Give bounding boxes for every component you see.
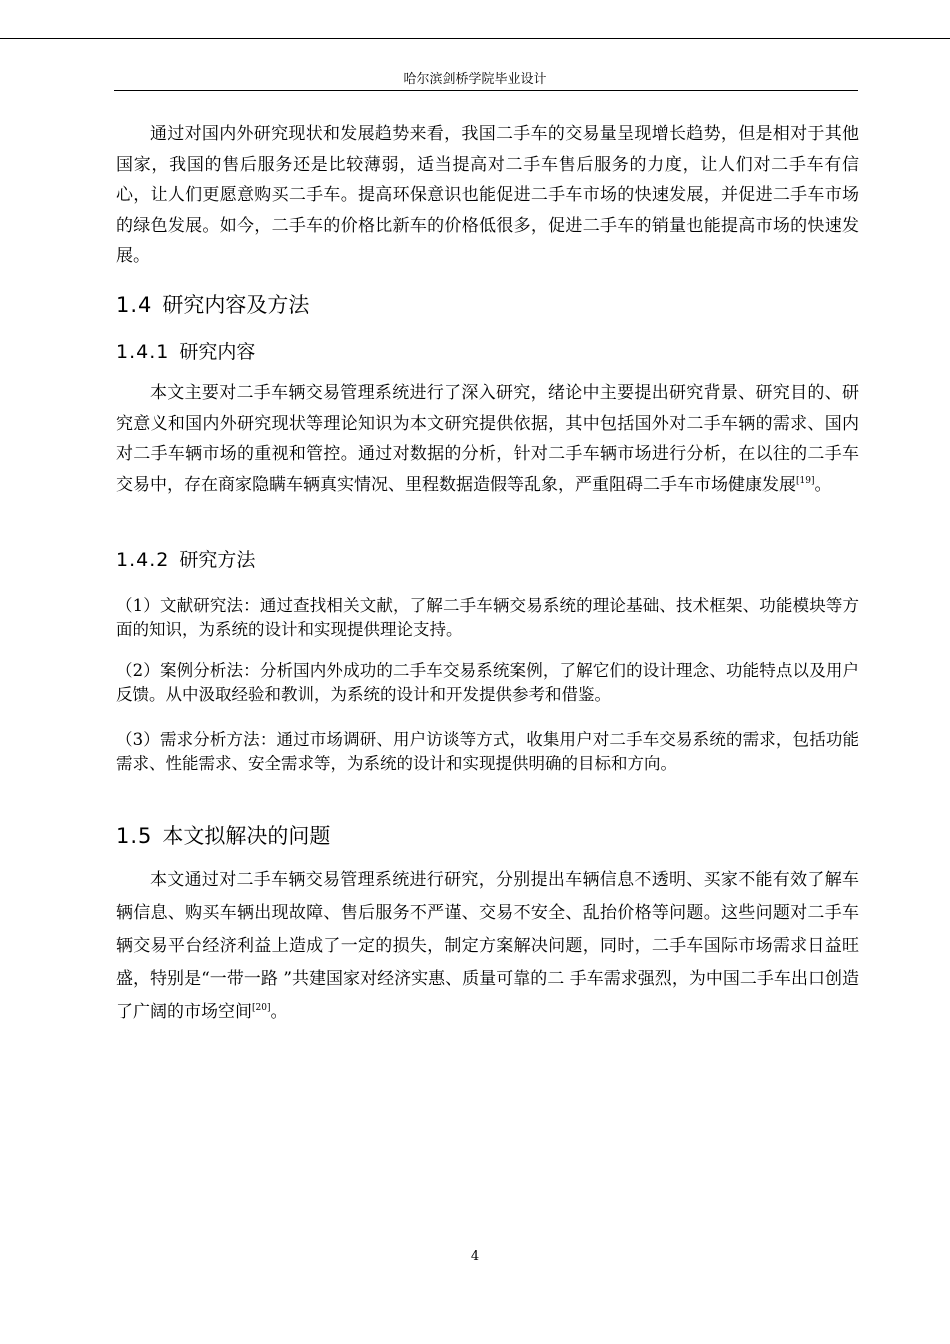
heading-number: 1.4 (116, 293, 153, 317)
heading-title: 本文拟解决的问题 (162, 824, 331, 848)
method-item-2: （2）案例分析法：分析国内外成功的二手车交易系统案例，了解它们的设计理念、功能特点以及用户反馈。从中汲取经验和教训，为系统的设计和开发提供参考和借鉴。 (116, 661, 859, 704)
heading-section-1-4-1 (116, 340, 255, 364)
citation-20: [20] (252, 1003, 271, 1013)
paragraph-ending: 。 (814, 474, 832, 495)
heading-title: 研究内容 (179, 341, 256, 363)
heading-section-1-4 (116, 292, 309, 318)
paragraph-ending: 。 (270, 1002, 288, 1022)
method-item-3: （3）需求分析方法：通过市场调研、用户访谈等方式，收集用户对二手车交易系统的需求，包括功能需求、性能需求、安全需求等，为系统的设计和实现提供明确的目标和方向。 (116, 730, 859, 773)
top-border-line (0, 38, 950, 39)
header-underline (114, 90, 858, 91)
problems-paragraph (116, 864, 859, 1029)
heading-section-1-5 (116, 823, 330, 849)
heading-number: 1.5 (116, 824, 153, 848)
method-item-1: （1）文献研究法：通过查找相关文献，了解二手车辆交易系统的理论基础、技术框架、功能模块等方面的知识，为系统的设计和实现提供理论支持。 (116, 596, 859, 639)
paragraph-text: 本文通过对二手车辆交易管理系统进行研究，分别提出车辆信息不透明、买家不能有效了解车辆信息、购买车辆出现故障、售后服务不严谨、交易不安全、乱抬价格等问题。这些问题对二手车辆交易平台经济利益上造成了一定的损失，制定方案解决问题，同时，二手车国际市场需求日益旺盛，特别是“一带一路 ”共建国家对经济实惠、质量可靠的二 手车需求强烈，为中国二手车出口创造了广阔的市场空间 (116, 870, 859, 1022)
heading-title: 研究内容及方法 (162, 293, 310, 317)
heading-title: 研究方法 (179, 549, 256, 571)
page-number: 4 (470, 1249, 480, 1264)
running-header-title: 哈尔滨剑桥学院毕业设计 (403, 72, 547, 87)
citation-19: [19] (796, 475, 815, 486)
heading-number: 1.4.1 (116, 341, 170, 363)
intro-paragraph: 通过对国内外研究现状和发展趋势来看，我国二手车的交易量呈现增长趋势，但是相对于其他国家，我国的售后服务还是比较薄弱，适当提高对二手车售后服务的力度，让人们对二手车有信心，让人们更愿意购买二手车。提高环保意识也能促进二手车市场的快速发展，并促进二手车市场的绿色发展。如今，二手车的价格比新车的价格低很多，促进二手车的销量也能提高市场的快速发展。 (116, 124, 859, 266)
paragraph-text: 本文主要对二手车辆交易管理系统进行了深入研究，绪论中主要提出研究背景、研究目的、研究意义和国内外研究现状等理论知识为本文研究提供依据，其中包括国外对二手车辆的需求、国内对二手车辆市场的重视和管控。通过对数据的分析，针对二手车辆市场进行分析，在以往的二手车交易中，存在商家隐瞒车辆真实情况、里程数据造假等乱象，严重阻碍二手车市场健康发展 (116, 383, 859, 495)
heading-number: 1.4.2 (116, 549, 170, 571)
heading-section-1-4-2 (116, 548, 255, 572)
research-content-paragraph (116, 378, 859, 500)
